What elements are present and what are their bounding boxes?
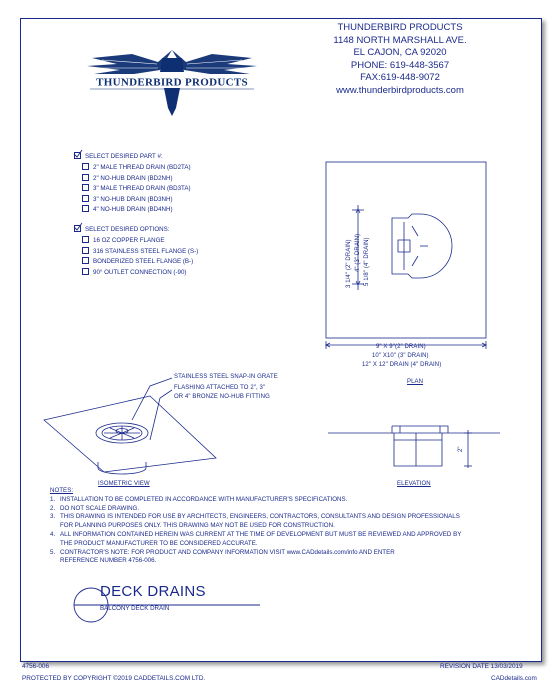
title-block-subtitle: BALCONY DECK DRAIN [100, 605, 170, 612]
option-selection [74, 225, 198, 278]
company-address1: 1148 NORTH MARSHALL AVE. [333, 34, 467, 46]
part-option[interactable]: 4" NO-HUB DRAIN (BD4NH) [82, 205, 191, 216]
option-item[interactable]: BONDERIZED STEEL FLANGE (B-) [82, 257, 198, 268]
thunderbird-logo [72, 40, 272, 120]
checkbox-icon[interactable] [82, 195, 89, 202]
callout-flashing-2: OR 4" BRONZE NO-HUB FITTING [174, 394, 270, 400]
part-option[interactable]: 2" MALE THREAD DRAIN (BD2TA) [82, 163, 191, 174]
company-address2: EL CAJON, CA 92020 [353, 47, 447, 58]
callout-flashing-1: FLASHING ATTACHED TO 2", 3" [174, 385, 266, 391]
option-item[interactable]: 90° OUTLET CONNECTION (-90) [82, 268, 198, 279]
checkbox-icon[interactable] [82, 163, 89, 170]
title-block-title: DECK DRAINS [100, 583, 206, 600]
elevation-dim: 2" [458, 446, 464, 452]
checkbox-icon[interactable] [82, 236, 89, 243]
note-item-cont: REFERENCE NUMBER 4756-006. [60, 557, 157, 565]
part-option[interactable]: 3" MALE THREAD DRAIN (BD3TA) [82, 184, 191, 195]
option-header: SELECT DESIRED OPTIONS: [85, 226, 170, 233]
checkbox-icon[interactable] [82, 184, 89, 191]
checkbox-icon[interactable] [82, 268, 89, 275]
plan-dim-horizontal-2: 10" X10" (3" DRAIN) [372, 353, 429, 359]
checkbox-icon[interactable] [82, 247, 89, 254]
plan-dim-vertical-2: 4" (3" DRAIN) [355, 233, 361, 272]
elevation-label: ELEVATION [397, 481, 431, 487]
plan-dim-vertical-3: 5 1/8" (4" DRAIN) [364, 237, 370, 286]
checkmark-icon [74, 152, 81, 159]
checkmark-icon [74, 225, 81, 232]
notes-header: NOTES: [50, 487, 74, 494]
note-item: 1. INSTALLATION TO BE COMPLETED IN ACCORDANCE WITH MANUFACTURER'S SPECIFICATIONS. [50, 495, 348, 503]
isometric-label: ISOMETRIC VIEW [98, 481, 150, 487]
note-item: 2. DO NOT SCALE DRAWING. [50, 504, 140, 512]
logo-text: THUNDERBIRD PRODUCTS [96, 76, 248, 89]
revision-date: REVISION DATE 13/03/2019 [440, 663, 523, 670]
plan-label: PLAN [407, 379, 424, 385]
copyright: PROTECTED BY COPYRIGHT ©2019 CADDETAILS.COM LTD. [22, 675, 206, 682]
notes [50, 487, 461, 566]
part-header: SELECT DESIRED PART #: [85, 153, 163, 160]
plan-dim-vertical-1: 3 1/4" (2" DRAIN) [346, 239, 352, 288]
plan-dim-horizontal-1: 9" X 9"(2" DRAIN) [376, 344, 426, 350]
note-item: 5. CONTRACTOR'S NOTE: FOR PRODUCT AND COMPANY INFORMATION VISIT www.CADdetails.com/info AND ENTER [50, 548, 395, 556]
option-item[interactable]: 16 OZ COPPER FLANGE [82, 236, 198, 247]
callout-grate: STAINLESS STEEL SNAP-IN GRATE [174, 374, 278, 380]
option-item[interactable]: 316 STAINLESS STEEL FLANGE (S-) [82, 247, 198, 258]
company-website[interactable]: www.thunderbirdproducts.com [336, 84, 464, 96]
checkbox-icon[interactable] [82, 205, 89, 212]
reference-number: 4756-006 [22, 663, 50, 670]
company-info [300, 22, 500, 97]
caddetails-link[interactable]: CADdetails.com [491, 675, 537, 682]
checkbox-icon[interactable] [82, 257, 89, 264]
company-name: THUNDERBIRD PRODUCTS [337, 22, 463, 33]
part-option[interactable]: 3" NO-HUB DRAIN (BD3NH) [82, 195, 191, 206]
part-option[interactable]: 2" NO-HUB DRAIN (BD2NH) [82, 174, 191, 185]
note-item-cont: THE PRODUCT MANUFACTURER TO BE CONSIDERED ACCURATE. [60, 539, 258, 547]
plan-dim-horizontal-3: 12" X 12" DRAIN (4" DRAIN) [362, 362, 442, 368]
company-fax: FAX:619-448-9072 [360, 72, 440, 83]
note-item: 3. THIS DRAWING IS INTENDED FOR USE BY ARCHITECTS, ENGINEERS, CONTRACTORS, CONSULTANTS AND DESIGN PROFESSIONALS [50, 513, 460, 521]
company-phone: PHONE: 619-448-3567 [350, 59, 450, 71]
part-selection [74, 152, 191, 216]
note-item-cont: FOR PLANNING PURPOSES ONLY. THIS DRAWING MAY NOT BE USED FOR CONSTRUCTION. [60, 522, 335, 530]
note-item: 4. ALL INFORMATION CONTAINED HEREIN WAS CURRENT AT THE TIME OF DEVELOPMENT BUT MUST BE REVIEWED AND APPROVED BY [50, 530, 462, 538]
checkbox-icon[interactable] [82, 174, 89, 181]
